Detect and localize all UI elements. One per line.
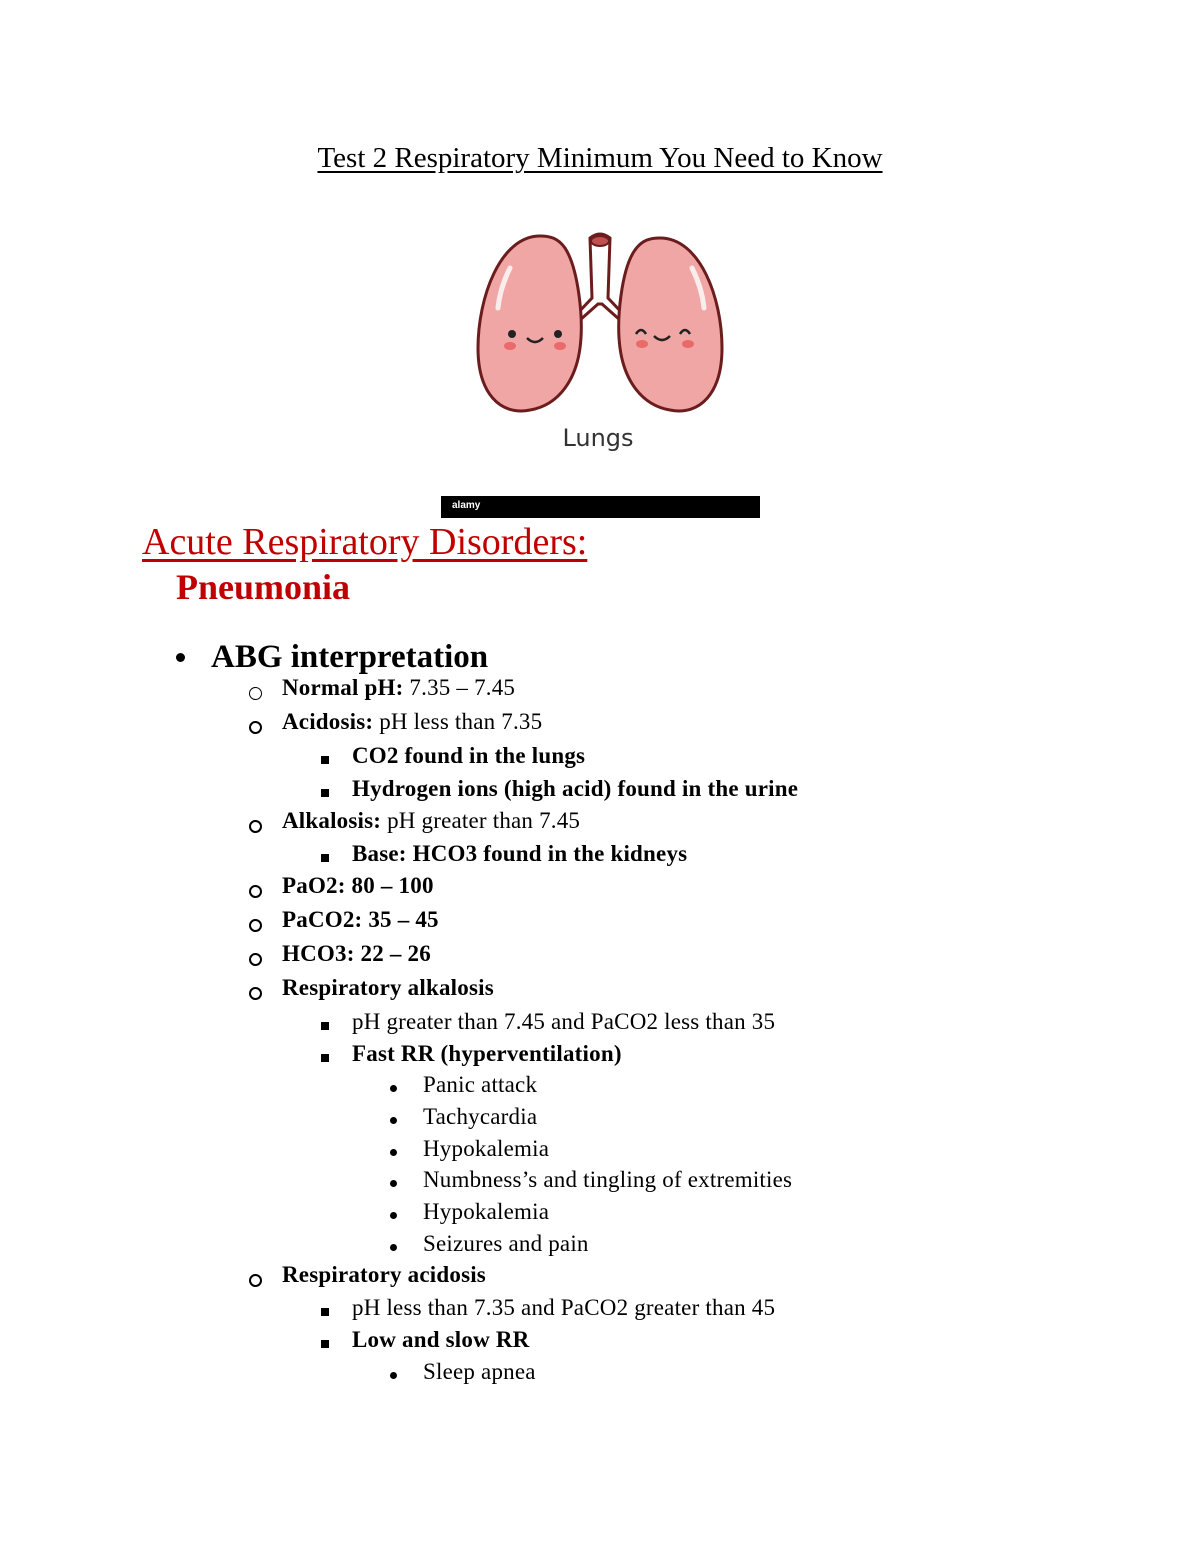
- list-item-label: Hydrogen ions (high acid) found in the urine: [352, 776, 799, 801]
- section-heading: Acute Respiratory Disorders:: [142, 521, 588, 563]
- list-item: [282, 808, 580, 834]
- bullet-circle-icon: [249, 721, 262, 734]
- bullet-dot-icon: [390, 1212, 397, 1219]
- bullet-square-icon: [321, 756, 329, 764]
- bullet-dot-icon: [390, 1117, 397, 1124]
- cartoon-lungs-icon: [470, 228, 730, 458]
- list-item: [282, 873, 434, 899]
- list-item-text: pH greater than 7.45: [381, 808, 581, 833]
- list-item-label: Fast RR (hyperventilation): [352, 1041, 622, 1066]
- list-item-text: Seizures and pain: [423, 1231, 589, 1256]
- list-item: [352, 1041, 622, 1067]
- list-item: [352, 841, 687, 867]
- bullet-square-icon: [321, 1054, 329, 1062]
- list-item: [423, 1231, 589, 1257]
- list-item: [423, 1199, 549, 1225]
- bullet-dot-icon: [390, 1244, 397, 1251]
- watermark-banner: [441, 496, 760, 518]
- list-item: [423, 1167, 792, 1193]
- list-item-text: pH less than 7.35: [373, 709, 543, 734]
- list-item-label: HCO3: 22 – 26: [282, 941, 431, 966]
- list-item-text: 7.35 – 7.45: [403, 675, 516, 700]
- list-item: [352, 1009, 775, 1035]
- bullet-circle-icon: [249, 953, 262, 966]
- lungs-illustration: [470, 228, 730, 458]
- list-item: [352, 743, 585, 769]
- list-item: [352, 1295, 775, 1321]
- bullet-dot-icon: [390, 1180, 397, 1187]
- bullet-circle-icon: [249, 987, 262, 1000]
- list-item: [282, 1262, 486, 1288]
- bullet-circle-icon: [249, 687, 262, 700]
- bullet-square-icon: [321, 854, 329, 862]
- bullet-dot-icon: [390, 1085, 397, 1092]
- list-item-text: Numbness’s and tingling of extremities: [423, 1167, 793, 1192]
- section-subheading: Pneumonia: [176, 567, 351, 607]
- bullet-dot-icon: [390, 1149, 397, 1156]
- list-item: [423, 1359, 536, 1385]
- list-item-label: Respiratory alkalosis: [282, 975, 494, 1000]
- abg-heading: ABG interpretation: [211, 639, 489, 675]
- list-item-label: Normal pH:: [282, 675, 404, 700]
- bullet-square-icon: [321, 1340, 329, 1348]
- list-item: [282, 675, 515, 701]
- list-item: [282, 941, 431, 967]
- list-item-label: CO2 found in the lungs: [352, 743, 586, 768]
- bullet-square-icon: [321, 1308, 329, 1316]
- list-item-text: Hypokalemia: [423, 1136, 550, 1161]
- list-item: [282, 975, 494, 1001]
- list-item: [282, 709, 542, 735]
- bullet-dot-icon: [176, 653, 185, 662]
- list-item: [423, 1136, 549, 1162]
- bullet-square-icon: [321, 1022, 329, 1030]
- list-item-text: Tachycardia: [423, 1104, 538, 1129]
- list-item: [352, 776, 798, 802]
- bullet-dot-icon: [390, 1372, 397, 1379]
- list-item-label: PaO2: 80 – 100: [282, 873, 434, 898]
- list-item-label: Low and slow RR: [352, 1327, 530, 1352]
- list-item-text: Panic attack: [423, 1072, 538, 1097]
- bullet-circle-icon: [249, 820, 262, 833]
- watermark-brand: alamy: [452, 500, 481, 511]
- list-item: [282, 907, 439, 933]
- bullet-circle-icon: [249, 885, 262, 898]
- list-item-label: Alkalosis:: [282, 808, 382, 833]
- list-item: [423, 1072, 537, 1098]
- list-item-label: Acidosis:: [282, 709, 374, 734]
- list-item-label: Base: HCO3 found in the kidneys: [352, 841, 688, 866]
- bullet-circle-icon: [249, 919, 262, 932]
- bullet-circle-icon: [249, 1274, 262, 1287]
- page-title: Test 2 Respiratory Minimum You Need to Know: [317, 142, 883, 174]
- list-item-text: Hypokalemia: [423, 1199, 550, 1224]
- bullet-square-icon: [321, 789, 329, 797]
- list-item-label: PaCO2: 35 – 45: [282, 907, 439, 932]
- list-item: [423, 1104, 537, 1130]
- list-item-text: Sleep apnea: [423, 1359, 536, 1384]
- list-item: [352, 1327, 529, 1353]
- list-item-text: pH less than 7.35 and PaCO2 greater than 45: [352, 1295, 776, 1320]
- list-item-label: Respiratory acidosis: [282, 1262, 486, 1287]
- figure-caption: Lungs: [562, 424, 634, 452]
- list-item-text: pH greater than 7.45 and PaCO2 less than 35: [352, 1009, 776, 1034]
